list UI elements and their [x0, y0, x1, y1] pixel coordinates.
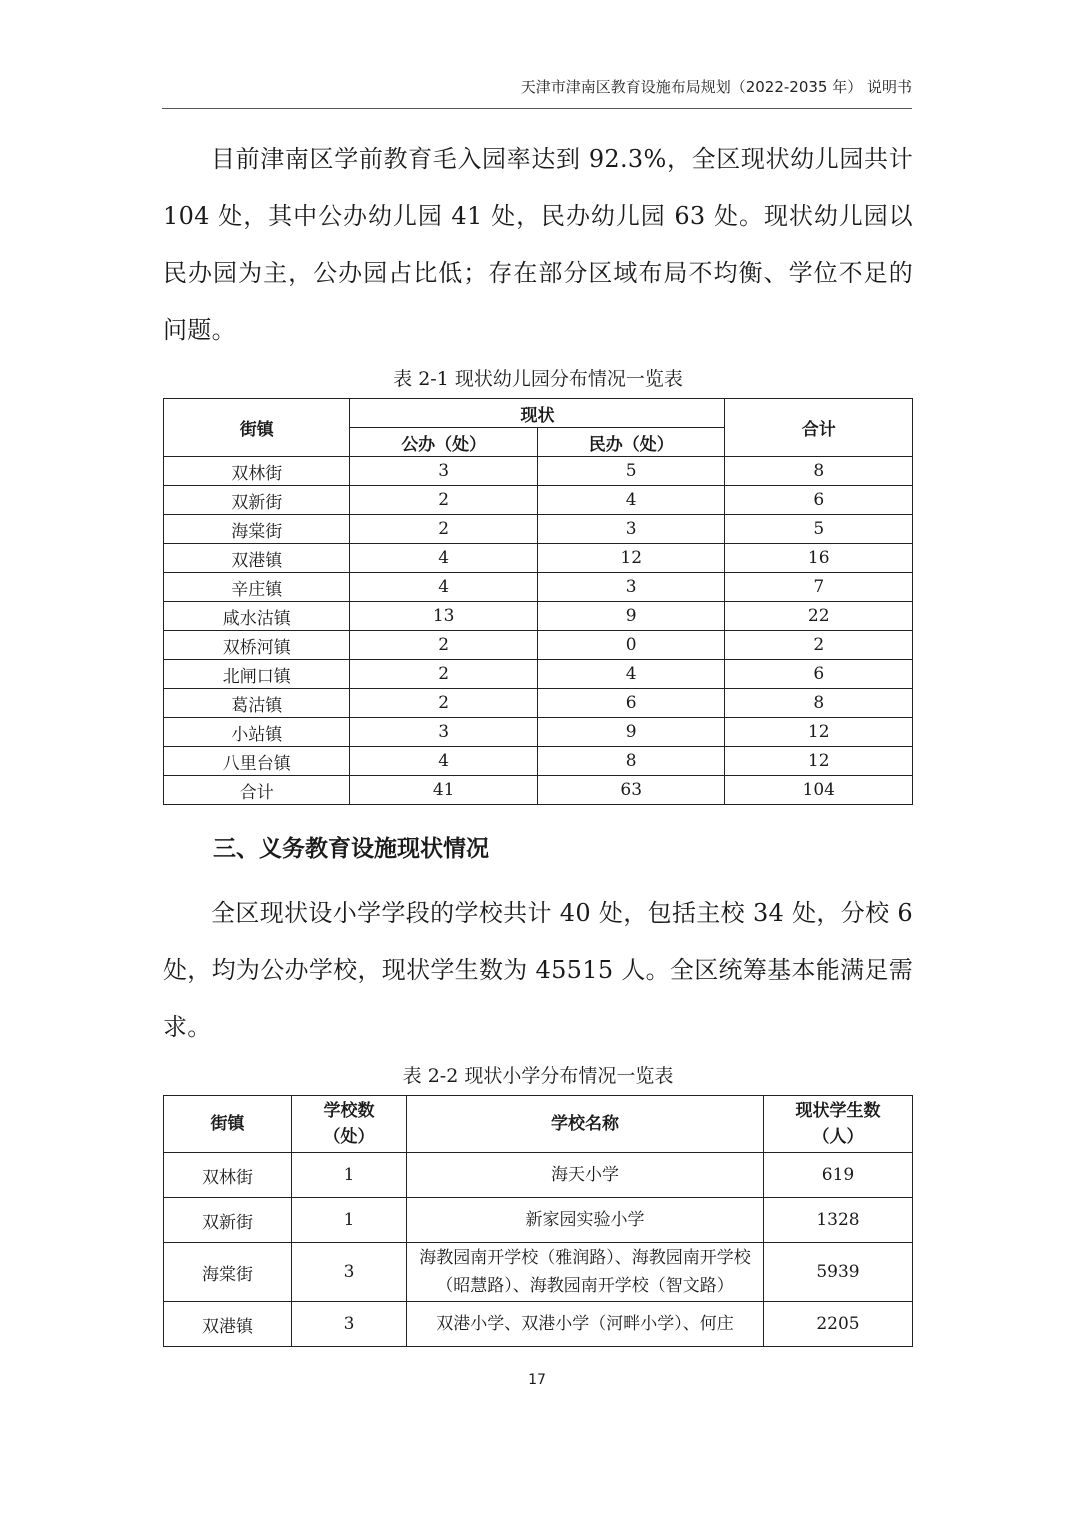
table1-cell-public: 3 — [350, 457, 538, 486]
table1-row — [164, 573, 913, 602]
section-title: 三、义务教育设施现状情况 — [213, 836, 489, 862]
table1-row — [164, 602, 913, 631]
table1-cell-public: 4 — [350, 573, 538, 602]
table1-cell-name: 双林街 — [164, 457, 350, 486]
table2-cell-schools: 海教园南开学校（雅润路）、海教园南开学校（昭慧路）、海教园南开学校（智文路） — [407, 1243, 764, 1302]
table2-header-names: 学校名称 — [407, 1096, 764, 1153]
table1-cell-name: 合计 — [164, 776, 350, 805]
table1-row — [164, 660, 913, 689]
table2-header-count-line2: （处） — [323, 1127, 375, 1147]
table1-header-street: 街镇 — [164, 399, 350, 457]
table1-cell-total: 7 — [725, 573, 913, 602]
table2-cell-schools: 双港小学、双港小学（河畔小学）、何庄 — [407, 1302, 764, 1347]
table2-cell-count: 3 — [292, 1243, 407, 1302]
table2-cell-count: 1 — [292, 1198, 407, 1243]
table2-cell-name: 双新街 — [164, 1198, 292, 1243]
table1-cell-private: 5 — [537, 457, 725, 486]
table1-header-current: 现状 — [350, 399, 725, 428]
table1-cell-private: 8 — [537, 747, 725, 776]
table2-row — [164, 1198, 913, 1243]
table1-cell-total: 6 — [725, 486, 913, 515]
table2-cell-students: 1328 — [764, 1198, 913, 1243]
paragraph-kindergarten: 目前津南区学前教育毛入园率达到 92.3%，全区现状幼儿园共计 104 处，其中公办幼儿园 41 处，民办幼儿园 63 处。现状幼儿园以民办园为主，公办园占比低；存在部分区域布局不均衡、学位不足的问题。 — [163, 145, 913, 344]
table1-header-private: 民办（处） — [537, 428, 725, 457]
table2-cell-count: 3 — [292, 1302, 407, 1347]
table1-cell-total: 2 — [725, 631, 913, 660]
table1-cell-public: 2 — [350, 689, 538, 718]
table1-cell-public: 2 — [350, 486, 538, 515]
table2-cell-schools: 海天小学 — [407, 1153, 764, 1198]
table1-cell-private: 9 — [537, 718, 725, 747]
table1-cell-public: 13 — [350, 602, 538, 631]
table1-cell-name: 小站镇 — [164, 718, 350, 747]
table1-cell-public: 2 — [350, 660, 538, 689]
table1-cell-total: 16 — [725, 544, 913, 573]
table1-row — [164, 515, 913, 544]
table1-row — [164, 689, 913, 718]
table1-row — [164, 718, 913, 747]
table1-cell-public: 4 — [350, 544, 538, 573]
table1-cell-total: 12 — [725, 747, 913, 776]
table1-cell-private: 3 — [537, 515, 725, 544]
table2-row — [164, 1302, 913, 1347]
table1-cell-name: 咸水沽镇 — [164, 602, 350, 631]
header-rule — [162, 108, 912, 109]
table2-header-students — [764, 1096, 913, 1153]
table2-row — [164, 1153, 913, 1198]
table2-cell-students: 5939 — [764, 1243, 913, 1302]
table1-cell-name: 北闸口镇 — [164, 660, 350, 689]
table1-cell-total: 8 — [725, 457, 913, 486]
table1-cell-public: 41 — [350, 776, 538, 805]
table1-cell-total: 8 — [725, 689, 913, 718]
table2-cell-name: 双林街 — [164, 1153, 292, 1198]
table1-cell-total: 5 — [725, 515, 913, 544]
table1-cell-private: 4 — [537, 660, 725, 689]
table2-cell-students: 619 — [764, 1153, 913, 1198]
running-header: 天津市津南区教育设施布局规划（2022-2035 年） 说明书 — [520, 78, 912, 96]
table1-cell-private: 4 — [537, 486, 725, 515]
table2-header-students-line1: 现状学生数 — [795, 1101, 881, 1121]
table1-cell-private: 6 — [537, 689, 725, 718]
table1-row — [164, 631, 913, 660]
table1-header-total: 合计 — [725, 399, 913, 457]
table1-cell-public: 3 — [350, 718, 538, 747]
table2-cell-students: 2205 — [764, 1302, 913, 1347]
table1-cell-private: 9 — [537, 602, 725, 631]
table1-cell-name: 海棠街 — [164, 515, 350, 544]
table1-row — [164, 486, 913, 515]
table1-cell-total: 6 — [725, 660, 913, 689]
table1-header-public: 公办（处） — [350, 428, 538, 457]
table2-header-count — [292, 1096, 407, 1153]
table1-cell-name: 辛庄镇 — [164, 573, 350, 602]
table2-cell-schools: 新家园实验小学 — [407, 1198, 764, 1243]
page-number: 17 — [528, 1372, 546, 1388]
table1-cell-private: 12 — [537, 544, 725, 573]
table2-row — [164, 1243, 913, 1302]
table2-header-street: 街镇 — [164, 1096, 292, 1153]
table1-cell-name: 双港镇 — [164, 544, 350, 573]
table1-cell-name: 双桥河镇 — [164, 631, 350, 660]
table1-cell-public: 2 — [350, 631, 538, 660]
table1-cell-private: 0 — [537, 631, 725, 660]
table1-cell-private: 3 — [537, 573, 725, 602]
table1-cell-name: 双新街 — [164, 486, 350, 515]
table2-cell-count: 1 — [292, 1153, 407, 1198]
table1-row — [164, 544, 913, 573]
table2-cell-name: 海棠街 — [164, 1243, 292, 1302]
table1-cell-total: 22 — [725, 602, 913, 631]
table1-row — [164, 747, 913, 776]
table2-header-students-line2: （人） — [812, 1127, 864, 1147]
table1-cell-name: 八里台镇 — [164, 747, 350, 776]
primary-school-table — [163, 1095, 913, 1347]
table1-cell-public: 2 — [350, 515, 538, 544]
table1-cell-total: 12 — [725, 718, 913, 747]
table1-cell-private: 63 — [537, 776, 725, 805]
kindergarten-table — [163, 398, 913, 805]
table1-row — [164, 457, 913, 486]
table1-row — [164, 776, 913, 805]
table2-cell-name: 双港镇 — [164, 1302, 292, 1347]
table1-cell-total: 104 — [725, 776, 913, 805]
table2-caption: 表 2-2 现状小学分布情况一览表 — [402, 1065, 674, 1087]
table1-cell-name: 葛沽镇 — [164, 689, 350, 718]
table1-caption: 表 2-1 现状幼儿园分布情况一览表 — [393, 368, 683, 390]
paragraph-primary: 全区现状设小学学段的学校共计 40 处，包括主校 34 处，分校 6 处，均为公办学校，现状学生数为 45515 人。全区统筹基本能满足需求。 — [163, 899, 913, 1041]
table1-cell-public: 4 — [350, 747, 538, 776]
table2-header-count-line1: 学校数 — [323, 1101, 375, 1121]
